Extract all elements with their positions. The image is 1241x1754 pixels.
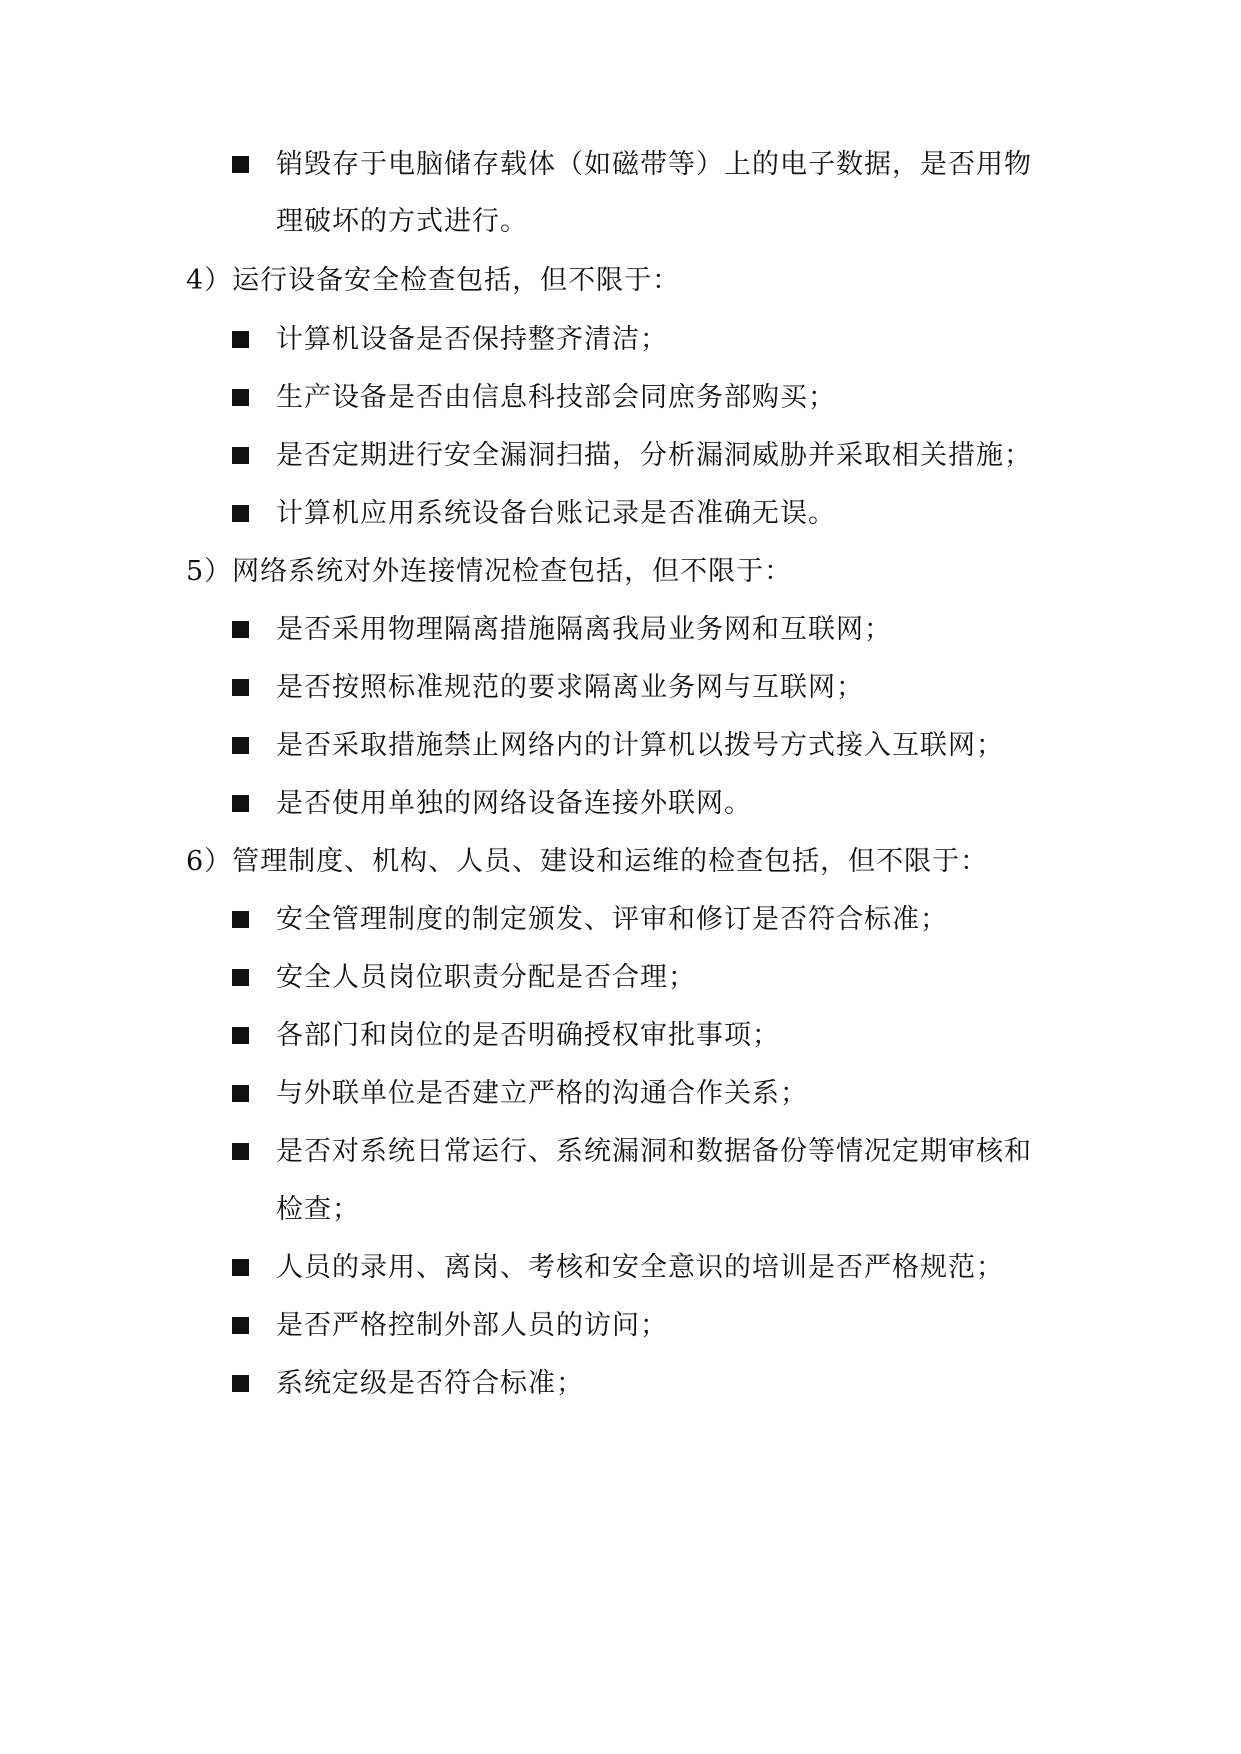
bullet-square-icon [232, 505, 249, 522]
bullet-square-icon [232, 795, 249, 812]
bullet-text: 是否按照标准规范的要求隔离业务网与互联网； [276, 672, 864, 703]
bullet-text: 销毁存于电脑储存载体（如磁带等）上的电子数据，是否用物 [276, 149, 1032, 180]
section-heading-5: 5）网络系统对外连接情况检查包括，但不限于： [186, 556, 793, 587]
bullet-square-icon [232, 1027, 249, 1044]
bullet-square-icon [232, 447, 249, 464]
bullet-text: 是否对系统日常运行、系统漏洞和数据备份等情况定期审核和 [276, 1136, 1032, 1167]
bullet-square-icon [232, 679, 249, 696]
bullet-square-icon [232, 1259, 249, 1276]
bullet-text: 系统定级是否符合标准； [276, 1368, 584, 1399]
bullet-square-icon [232, 156, 249, 173]
bullet-text: 人员的录用、离岗、考核和安全意识的培训是否严格规范； [276, 1252, 1004, 1283]
bullet-text: 是否严格控制外部人员的访问； [276, 1310, 668, 1341]
bullet-text: 与外联单位是否建立严格的沟通合作关系； [276, 1078, 808, 1109]
bullet-text: 生产设备是否由信息科技部会同庶务部购买； [276, 382, 836, 413]
bullet-square-icon [232, 621, 249, 638]
bullet-text: 是否采取措施禁止网络内的计算机以拨号方式接入互联网； [276, 730, 1004, 761]
section-heading-6: 6）管理制度、机构、人员、建设和运维的检查包括，但不限于： [186, 846, 989, 877]
section-heading-4: 4）运行设备安全检查包括，但不限于： [186, 265, 681, 296]
bullet-square-icon [232, 969, 249, 986]
bullet-text: 是否定期进行安全漏洞扫描，分析漏洞威胁并采取相关措施； [276, 440, 1032, 471]
bullet-square-icon [232, 911, 249, 928]
bullet-continuation: 理破坏的方式进行。 [276, 206, 528, 237]
bullet-square-icon [232, 389, 249, 406]
bullet-text: 是否采用物理隔离措施隔离我局业务网和互联网； [276, 614, 892, 645]
bullet-text: 安全管理制度的制定颁发、评审和修订是否符合标准； [276, 904, 948, 935]
bullet-square-icon [232, 737, 249, 754]
bullet-text: 各部门和岗位的是否明确授权审批事项； [276, 1020, 780, 1051]
bullet-square-icon [232, 331, 249, 348]
bullet-square-icon [232, 1375, 249, 1392]
bullet-square-icon [232, 1143, 249, 1160]
bullet-text: 计算机应用系统设备台账记录是否准确无误。 [276, 498, 836, 529]
bullet-continuation: 检查； [276, 1194, 360, 1225]
bullet-square-icon [232, 1085, 249, 1102]
bullet-text: 计算机设备是否保持整齐清洁； [276, 324, 668, 355]
bullet-square-icon [232, 1317, 249, 1334]
bullet-text: 安全人员岗位职责分配是否合理； [276, 962, 696, 993]
bullet-text: 是否使用单独的网络设备连接外联网。 [276, 788, 752, 819]
